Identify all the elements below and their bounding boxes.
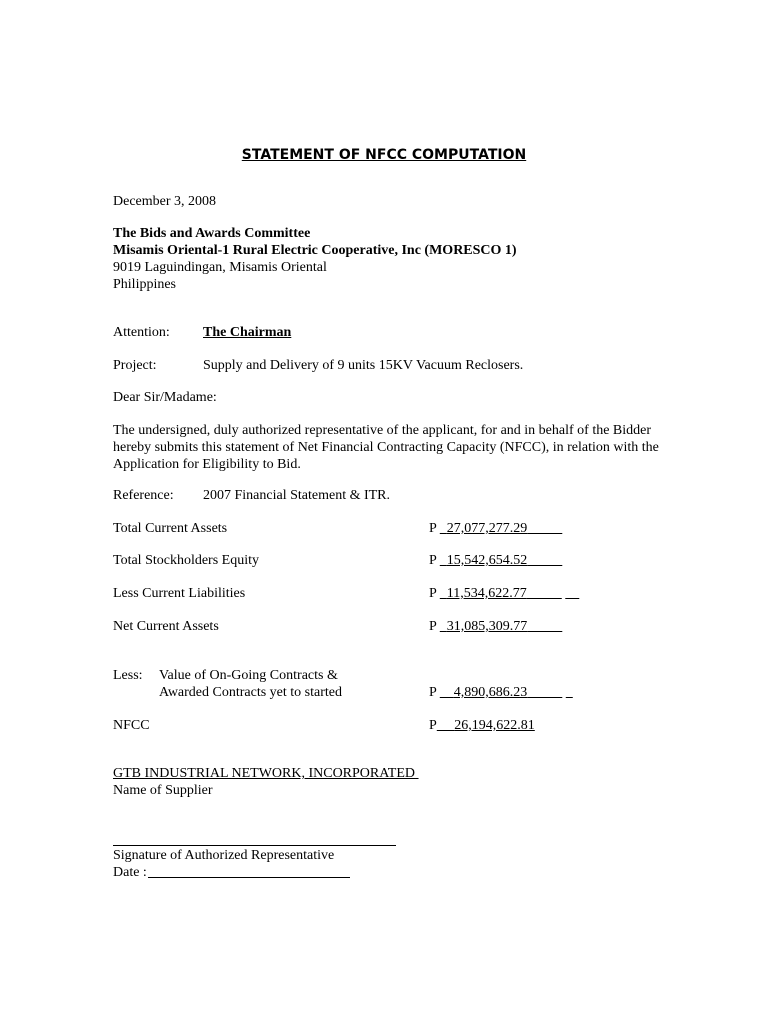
less-current-liabilities-amount <box>429 585 579 602</box>
project-label: Project: <box>113 358 157 373</box>
reference-label: Reference: <box>113 488 174 503</box>
net-current-assets-label: Net Current Assets <box>113 619 219 634</box>
less-contracts-amount <box>429 684 573 701</box>
currency-symbol: P <box>429 521 437 536</box>
signature-caption: Signature of Authorized Representative <box>113 848 335 863</box>
currency-symbol: P <box>429 586 437 601</box>
addressee-line-2: Misamis Oriental-1 Rural Electric Cooperative, Inc (MORESCO 1) <box>113 243 517 258</box>
less-contracts-label-line-2: Awarded Contracts yet to started <box>159 685 342 700</box>
supplier-caption: Name of Supplier <box>113 783 213 798</box>
net-current-assets-amount <box>429 618 562 635</box>
amount-value: 31,085,309.77 <box>446 619 528 634</box>
document-title: STATEMENT OF NFCC COMPUTATION <box>241 147 527 163</box>
currency-symbol: P <box>429 553 437 568</box>
addressee-line-4: Philippines <box>113 277 177 292</box>
nfcc-label: NFCC <box>113 718 150 733</box>
body-paragraph: The undersigned, duly authorized representative of the applicant, for and in behalf of the Bidder hereby submits this statement of Net Financial Contracting Capacity (NFCC), in relation with the Application for Eligibility to Bid. <box>113 423 659 472</box>
date-label: Date : <box>113 865 147 880</box>
total-current-assets-amount <box>429 520 562 537</box>
less-prefix: Less: <box>113 668 143 683</box>
total-stockholders-equity-label: Total Stockholders Equity <box>113 553 260 568</box>
attention-value: The Chairman <box>203 325 292 340</box>
total-stockholders-equity-amount <box>429 552 562 569</box>
amount-value: 4,890,686.23 <box>453 685 528 700</box>
less-contracts-label-line-1: Value of On-Going Contracts & <box>159 668 338 683</box>
amount-value: 15,542,654.52 <box>446 553 528 568</box>
supplier-name: GTB INDUSTRIAL NETWORK, INCORPORATED <box>113 766 416 781</box>
salutation: Dear Sir/Madame: <box>113 390 217 405</box>
currency-symbol: P <box>429 718 437 733</box>
reference-value: 2007 Financial Statement & ITR. <box>203 488 391 503</box>
currency-symbol: P <box>429 619 437 634</box>
signature-line <box>113 845 396 846</box>
amount-value: 26,194,622.81 <box>454 718 535 733</box>
total-current-assets-label: Total Current Assets <box>113 521 228 536</box>
project-value: Supply and Delivery of 9 units 15KV Vacuum Reclosers. <box>203 358 524 373</box>
amount-value: 11,534,622.77 <box>446 586 527 601</box>
currency-symbol: P <box>429 685 437 700</box>
addressee-line-1: The Bids and Awards Committee <box>113 226 311 241</box>
less-current-liabilities-label: Less Current Liabilities <box>113 586 246 601</box>
date-line <box>148 877 350 878</box>
amount-value: 27,077,277.29 <box>446 521 528 536</box>
letter-date: December 3, 2008 <box>113 194 217 209</box>
nfcc-amount <box>429 717 535 734</box>
attention-label: Attention: <box>113 325 170 340</box>
addressee-line-3: 9019 Laguindingan, Misamis Oriental <box>113 260 327 275</box>
